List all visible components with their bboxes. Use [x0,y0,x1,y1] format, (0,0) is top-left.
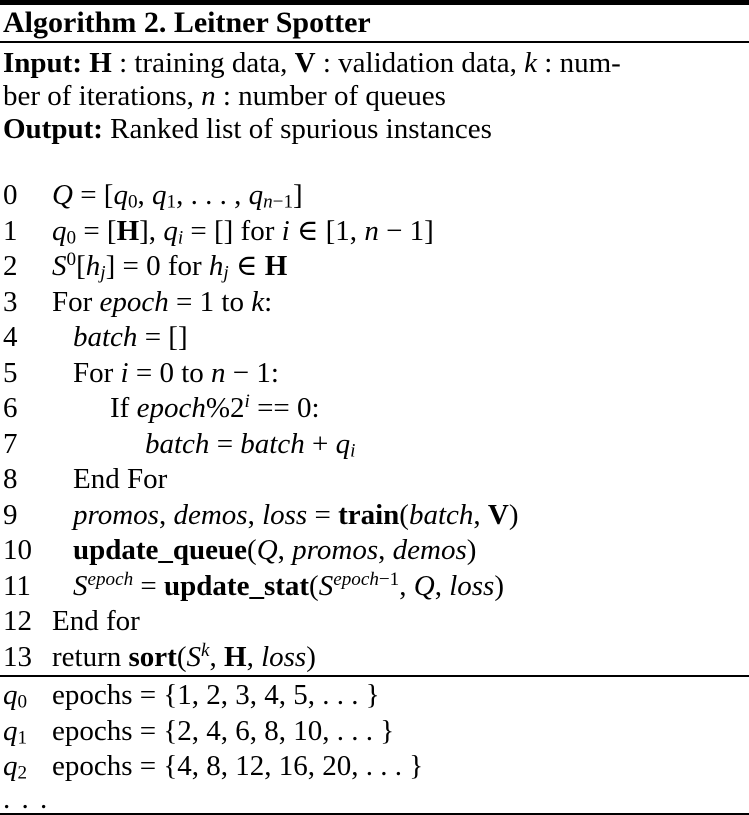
code-line-6 [0,391,749,427]
code-line-13 [0,640,749,676]
line-number: 11 [3,569,31,602]
line-content: $Q = [q_0$, $q_1$, . . . , $q_{n-1}$] [52,179,303,213]
input-line-1: Input: H : training data, V : validation data, k : num- [3,47,621,79]
queue-label: $q_2$ [3,750,28,784]
code-line-3 [0,285,749,321]
code-line-8 [0,462,749,498]
line-content: For epoch = 1 to k: [52,285,273,318]
queue-label: $q_1$ [3,714,28,748]
line-number: 5 [3,356,18,389]
line-content: update_queue(Q, promos, demos) [73,534,477,566]
line-content: batch = [] [73,321,188,353]
pseudocode-body [0,178,749,675]
line-number: 0 [3,179,18,211]
queue-row-1 [0,714,749,750]
queue-row-0 [0,678,749,714]
code-line-1 [0,214,749,250]
code-line-9 [0,498,749,534]
line-number: 2 [3,250,18,282]
line-content: For i = 0 to n − 1: [73,356,279,389]
line-content: End For [73,463,168,495]
code-line-2 [0,249,749,285]
queue-epochs: epochs = {2, 4, 6, 8, 10, . . . } [52,714,395,747]
line-content: return $sort(S^k$, H, loss) [52,639,316,673]
queue-schedule [0,677,749,813]
line-content: $S^{epoch}$ = $update\_stat(S^{epoch-1}$, Q, loss) [73,568,505,602]
line-content: End for [52,605,140,637]
line-content: promos, demos, loss = train(batch, V) [73,498,519,531]
code-line-12 [0,604,749,640]
queue-row-2 [0,749,749,785]
line-content: If $epoch\%2^i == 0$: [110,391,320,424]
line-number: 8 [3,463,18,495]
line-content: $S^0[h_j] = 0$ for $h_j$ ∈ H [52,249,288,284]
code-line-11 [0,569,749,605]
algorithm-title: Algorithm 2. Leitner Spotter [3,6,371,39]
code-line-7 [0,427,749,463]
queue-epochs: epochs = {1, 2, 3, 4, 5, . . . } [52,679,380,711]
line-number: 6 [3,392,18,424]
code-line-5 [0,356,749,392]
code-line-0 [0,178,749,214]
line-number: 9 [3,498,18,531]
line-number: 13 [3,640,32,673]
line-content: $q_0 = [H]$, $q_i$ = [] for i ∈ [1, n − 1] [52,214,434,248]
code-line-4 [0,320,749,356]
line-number: 7 [3,427,18,460]
line-number: 12 [3,605,32,637]
queue-epochs: epochs = {4, 8, 12, 16, 20, . . . } [52,750,424,782]
line-number: 1 [3,214,18,247]
queue-ellipsis: . . . [3,782,50,815]
line-number: 10 [3,534,32,566]
input-line-2: ber of iterations, n : number of queues [3,80,446,112]
io-header [0,43,749,146]
output-line: Output: Ranked list of spurious instances [3,113,492,145]
blank-line [0,146,749,178]
queue-label: $q_0$ [3,679,28,713]
line-number: 3 [3,285,18,318]
code-line-10 [0,533,749,569]
line-content: batch = batch + $q_i$ [145,427,356,461]
line-number: 4 [3,321,18,353]
